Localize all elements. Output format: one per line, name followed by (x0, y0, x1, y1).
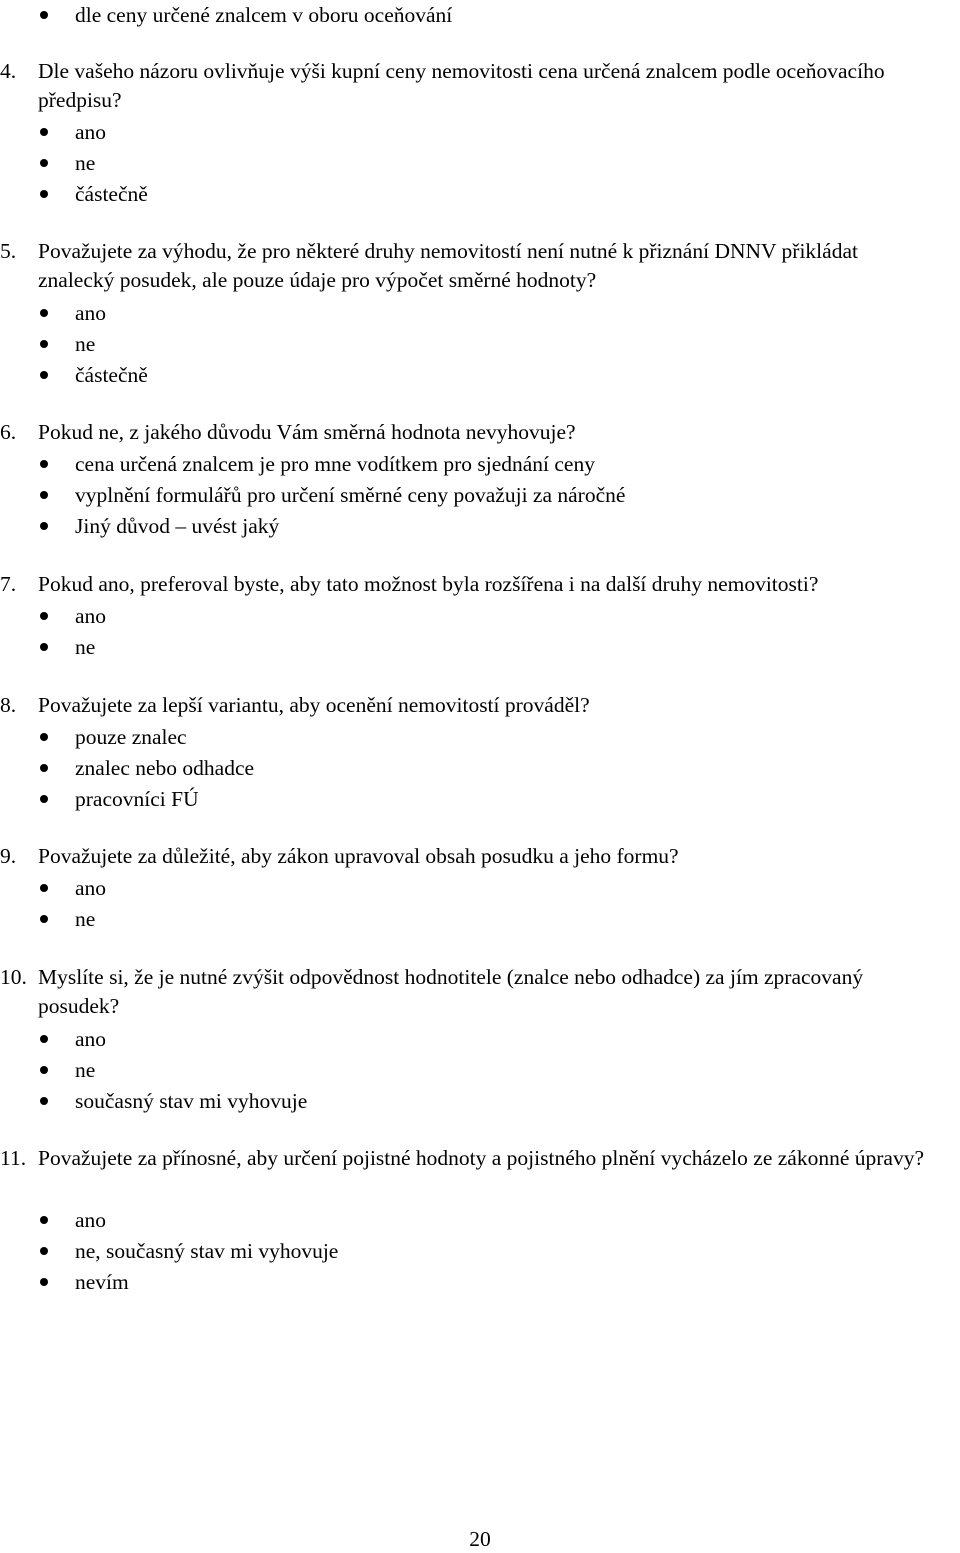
bullet-icon (40, 11, 48, 19)
question-10 (0, 963, 930, 1021)
question-text: Považujete za důležité, aby zákon upravoval obsah posudku a jeho formu? (38, 844, 679, 868)
bullet-icon (40, 1216, 48, 1224)
list-item (36, 480, 936, 511)
bullet-icon (40, 733, 48, 741)
list-item (36, 753, 936, 784)
bullet-icon (40, 371, 48, 379)
question-number: 4. (0, 59, 17, 83)
option-label: vyplnění formulářů pro určení směrné ceny považuji za náročné (75, 483, 626, 507)
list-item (36, 1267, 936, 1298)
option-label: pouze znalec (75, 725, 187, 749)
list-item (36, 873, 936, 904)
bullet-icon (40, 460, 48, 468)
question-number: 7. (0, 572, 17, 596)
list-item (36, 632, 936, 663)
list-item (36, 329, 936, 360)
list-item (36, 179, 936, 210)
option-label: ne, současný stav mi vyhovuje (75, 1239, 339, 1263)
list-item (36, 0, 936, 31)
page-number: 20 (469, 1527, 491, 1551)
bullet-icon (40, 1097, 48, 1105)
list-item (36, 148, 936, 179)
question-5 (0, 237, 930, 295)
option-label: pracovníci FÚ (75, 787, 199, 811)
list-item (36, 1205, 936, 1236)
list-item (36, 904, 936, 935)
question-text: Považujete za přínosné, aby určení pojistné hodnoty a pojistného plnění vycházelo ze zákonné úpravy? (38, 1146, 924, 1170)
option-label: ano (75, 120, 107, 144)
option-label: současný stav mi vyhovuje (75, 1089, 308, 1113)
question-7 (0, 570, 930, 599)
question-text: Pokud ano, preferoval byste, aby tato možnost byla rozšířena i na další druhy nemovitosti? (38, 572, 819, 596)
bullet-icon (40, 309, 48, 317)
bullet-icon (40, 1278, 48, 1286)
question-number: 6. (0, 420, 17, 444)
option-label: ano (75, 1208, 107, 1232)
list-item (36, 722, 936, 753)
bullet-icon (40, 190, 48, 198)
question-number: 8. (0, 693, 17, 717)
option-label: nevím (75, 1270, 129, 1294)
question-text: Myslíte si, že je nutné zvýšit odpovědnost hodnotitele (znalce nebo odhadce) za jím zpracovaný posudek? (38, 965, 864, 1018)
bullet-icon (40, 1035, 48, 1043)
list-item (36, 449, 936, 480)
option-label: cena určená znalcem je pro mne vodítkem pro sjednání ceny (75, 452, 595, 476)
question-text: Považujete za výhodu, že pro některé druhy nemovitostí není nutné k přiznání DNNV přikládat znalecký posudek, ale pouze údaje pro výpočet směrné hodnoty? (38, 239, 858, 292)
question-6 (0, 418, 930, 447)
list-item (36, 298, 936, 329)
question-8 (0, 691, 930, 720)
option-label: ne (75, 907, 96, 931)
bullet-icon (40, 522, 48, 530)
question-9 (0, 842, 930, 871)
option-label: ano (75, 1027, 107, 1051)
bullet-icon (40, 884, 48, 892)
bullet-icon (40, 1066, 48, 1074)
list-item (36, 1236, 936, 1267)
option-label: dle ceny určené znalcem v oboru oceňování (75, 3, 453, 27)
list-item (36, 784, 936, 815)
question-number: 11. (0, 1146, 27, 1170)
bullet-icon (40, 612, 48, 620)
option-label: Jiný důvod – uvést jaký (75, 514, 280, 538)
option-label: ne (75, 151, 96, 175)
question-11 (0, 1144, 930, 1173)
bullet-icon (40, 915, 48, 923)
option-label: ne (75, 635, 96, 659)
option-label: znalec nebo odhadce (75, 756, 255, 780)
option-label: částečně (75, 182, 148, 206)
option-label: ne (75, 1058, 96, 1082)
bullet-icon (40, 643, 48, 651)
bullet-icon (40, 764, 48, 772)
list-item (36, 360, 936, 391)
question-number: 9. (0, 844, 17, 868)
option-label: ano (75, 604, 107, 628)
list-item (36, 511, 936, 542)
question-text: Pokud ne, z jakého důvodu Vám směrná hodnota nevyhovuje? (38, 420, 576, 444)
option-label: částečně (75, 363, 148, 387)
bullet-icon (40, 340, 48, 348)
list-item (36, 1086, 936, 1117)
list-item (36, 601, 936, 632)
bullet-icon (40, 159, 48, 167)
list-item (36, 1055, 936, 1086)
bullet-icon (40, 491, 48, 499)
question-number: 5. (0, 239, 17, 263)
option-label: ano (75, 876, 107, 900)
option-label: ano (75, 301, 107, 325)
list-item (36, 1024, 936, 1055)
option-label: ne (75, 332, 96, 356)
question-text: Dle vašeho názoru ovlivňuje výši kupní ceny nemovitosti cena určená znalcem podle oceňovacího předpisu? (38, 59, 885, 112)
bullet-icon (40, 128, 48, 136)
question-4 (0, 57, 930, 115)
bullet-icon (40, 1247, 48, 1255)
bullet-icon (40, 795, 48, 803)
question-number: 10. (0, 965, 27, 989)
question-text: Považujete za lepší variantu, aby ocenění nemovitostí prováděl? (38, 693, 590, 717)
list-item (36, 117, 936, 148)
